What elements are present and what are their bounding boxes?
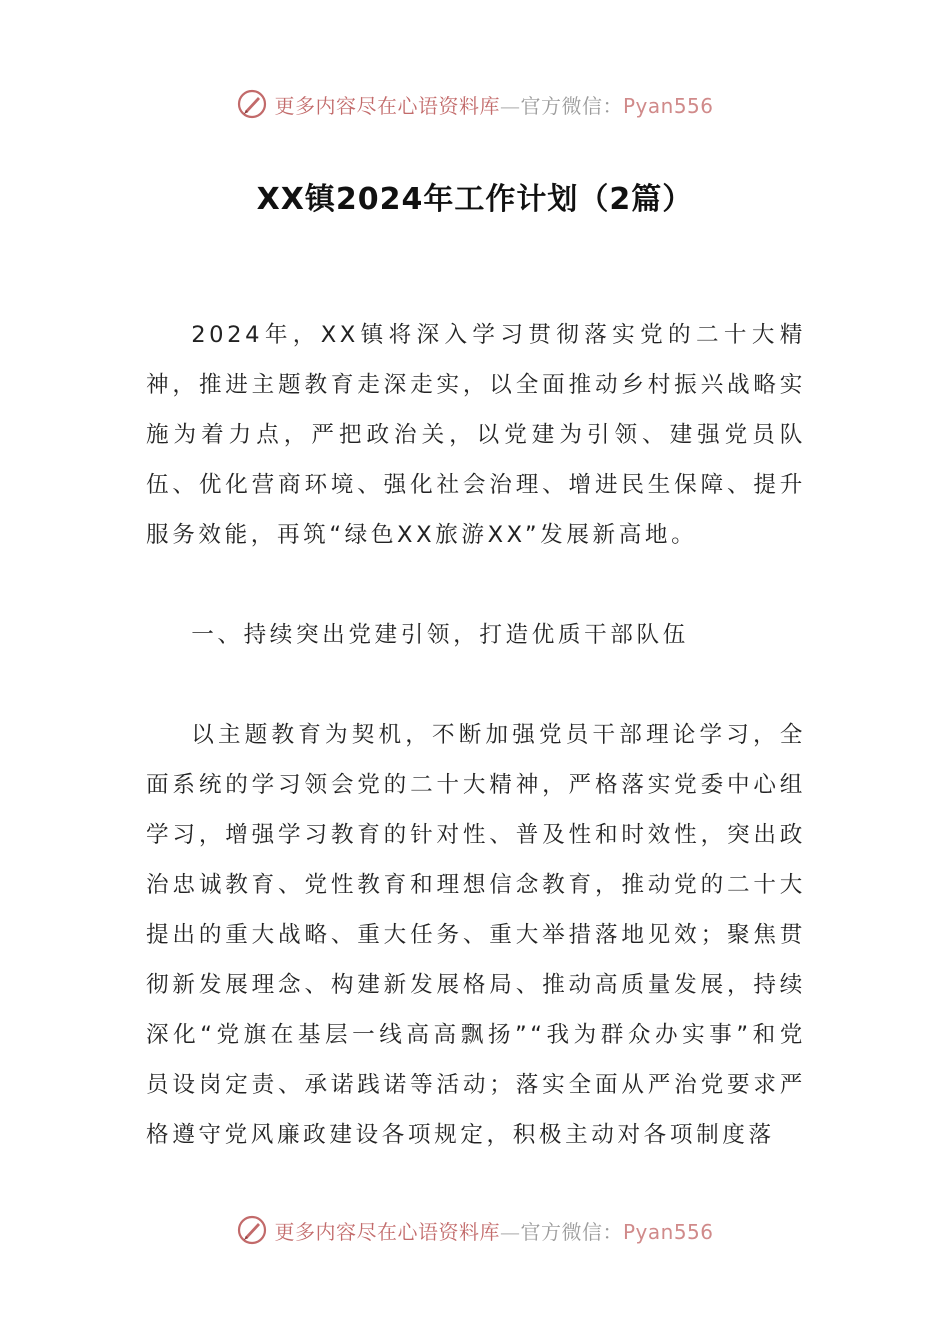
- watermark-dash: —: [499, 1219, 521, 1244]
- paragraph-section-1: 以主题教育为契机，不断加强党员干部理论学习，全面系统的学习领会党的二十大精神，严格落实党委中心组学习，增强学习教育的针对性、普及性和时效性，突出政治忠诚教育、党性教育和理想信念教育，推动党的二十大提出的重大战略、重大任务、重大举措落地见效；聚焦贯彻新发展理念、构建新发展格局、推动高质量发展，持续深化“党旗在基层一线高高飘扬”“我为群众办实事”和党员设岗定责、承诺践诺等活动；落实全面从严治党要求严格遵守党风廉政建设各项规定，积极主动对各项制度落: [146, 722, 806, 1148]
- footer-watermark: [0, 1210, 950, 1250]
- watermark-main: 更多内容尽在心语资料库: [274, 1219, 500, 1244]
- watermark-id: Pyan556: [622, 93, 714, 118]
- document-title: XX镇2024年工作计划（2篇）: [256, 182, 694, 217]
- paragraph-intro: 2024年，XX镇将深入学习贯彻落实党的二十大精神，推进主题教育走深走实，以全面推动乡村振兴战略实施为着力点，严把政治关，以党建为引领、建强党员队伍、优化营商环境、强化社会治理、增进民生保障、提升服务效能，再筑“绿色XX旅游XX”发展新高地。: [146, 322, 806, 548]
- quill-logo-icon: [236, 1214, 268, 1246]
- header-watermark: [0, 84, 950, 124]
- watermark-text: [274, 1216, 713, 1245]
- watermark-sub: 官方微信：: [520, 1219, 623, 1244]
- watermark-id: Pyan556: [622, 1219, 714, 1244]
- section-heading-1: 一、持续突出党建引领，打造优质干部队伍: [191, 622, 689, 648]
- watermark-text: [274, 90, 713, 119]
- watermark-main: 更多内容尽在心语资料库: [274, 93, 500, 118]
- watermark-sub: 官方微信：: [520, 93, 623, 118]
- watermark-dash: —: [499, 93, 521, 118]
- quill-logo-icon: [236, 88, 268, 120]
